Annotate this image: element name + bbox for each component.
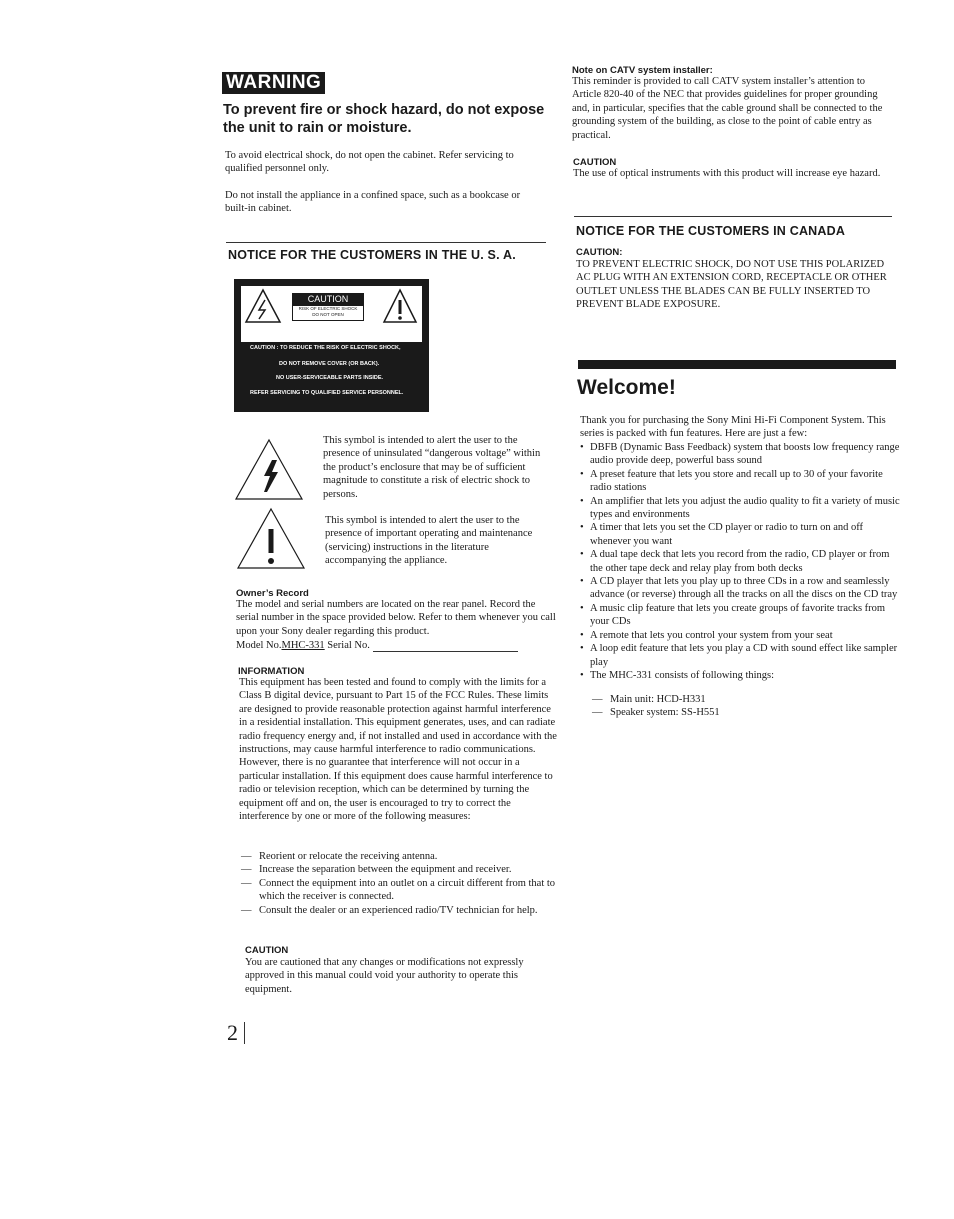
welcome-bar xyxy=(578,360,896,369)
list-item: — Increase the separation between the equipment and receiver. xyxy=(241,863,556,876)
caution-label-subtitle: RISK OF ELECTRIC SHOCK DO NOT OPEN xyxy=(292,305,364,321)
model-value: MHC-331 xyxy=(281,640,325,651)
list-item: • DBFB (Dynamic Bass Feedback) system that boosts low frequency range audio provide deep, powerful bass sound xyxy=(580,441,900,468)
catv-heading: Note on CATV system installer: xyxy=(572,65,713,76)
optical-caution-text: The use of optical instruments with this product will increase eye hazard. xyxy=(573,168,881,179)
list-item: • A dual tape deck that lets you record from the radio, CD player or from the other tape deck and relay play from both decks xyxy=(580,548,900,575)
attention-symbol-text: This symbol is intended to alert the user to the presence of important operating and maintenance (servicing) instructions in the literature accompanying the appliance. xyxy=(325,515,533,567)
list-item: • A CD player that lets you play up to three CDs in a row and seamlessly advance (or reverse) through all the tracks on all the discs on the CD tray xyxy=(580,575,900,602)
feature-list xyxy=(580,441,900,682)
caution-label-line-2: DO NOT REMOVE COVER (OR BACK). xyxy=(279,361,380,367)
component-list xyxy=(592,693,892,720)
list-item: • A preset feature that lets you store and recall up to 30 of your favorite radio stations xyxy=(580,468,900,495)
list-item: — Reorient or relocate the receiving antenna. xyxy=(241,850,556,863)
list-item: • A timer that lets you set the CD player or radio to turn on and off whenever you want xyxy=(580,521,900,548)
caution-bottom-text: You are cautioned that any changes or modifications not expressly approved in this manual could void your authority to operate this equipment. xyxy=(245,957,524,995)
usa-notice-heading: NOTICE FOR THE CUSTOMERS IN THE U. S. A. xyxy=(228,248,516,262)
canada-notice-text: TO PREVENT ELECTRIC SHOCK, DO NOT USE THIS POLARIZED AC PLUG WITH AN EXTENSION CORD, RECEPTACLE OR OTHER OUTLET UNLESS THE BLADES CAN BE FULLY INSERTED TO PREVENT BLADE EXPOSURE. xyxy=(576,259,887,311)
interference-measures-list xyxy=(241,850,556,917)
caution-label-line-1: CAUTION : TO REDUCE THE RISK OF ELECTRIC SHOCK, xyxy=(250,345,401,351)
list-item: • A music clip feature that lets you create groups of favorite tracks from your CDs xyxy=(580,602,900,629)
lightning-triangle-icon xyxy=(244,288,282,324)
voltage-symbol-text: This symbol is intended to alert the user to the presence of uninsulated “dangerous voltage” within the product’s enclosure that may be of sufficient magnitude to constitute a risk of electric shock to persons. xyxy=(323,435,541,500)
welcome-title: Welcome! xyxy=(577,376,676,399)
model-label: Model No. xyxy=(236,640,282,651)
list-item: • A loop edit feature that lets you play a CD with sound effect like sampler play xyxy=(580,642,900,669)
warning-badge: WARNING xyxy=(222,72,325,94)
serial-blank-line xyxy=(373,651,518,652)
optical-caution-heading: CAUTION xyxy=(573,157,617,168)
page-number: 2 xyxy=(227,1020,245,1046)
warning-paragraph-1: To avoid electrical shock, do not open the cabinet. Refer servicing to qualified personnel only. xyxy=(225,150,514,175)
caution-label-line-3: NO USER-SERVICEABLE PARTS INSIDE. xyxy=(276,375,384,381)
serial-label: Serial No. xyxy=(327,640,370,651)
caution-label-line-4: REFER SERVICING TO QUALIFIED SERVICE PERSONNEL. xyxy=(250,390,404,396)
owners-record-text: The model and serial numbers are located on the rear panel. Record the serial number in the space provided below. Refer to them whenever you call upon your Sony dealer regarding this product. xyxy=(236,599,556,637)
section-divider xyxy=(226,242,546,243)
list-item: — Main unit: HCD-H331 xyxy=(592,693,892,706)
model-serial-line xyxy=(236,639,556,652)
information-text: This equipment has been tested and found to comply with the limits for a Class B digital device, pursuant to Part 15 of the FCC Rules. These limits are designed to provide reasonable protection against harmful interference in a residential installation. This equipment generates, uses, and can radiate radio frequency energy and, if not installed and used in accordance with the instructions, may cause harmful interference to radio communications. However, there is no guarantee that interference will not occur in a particular installation. If this equipment does cause harmful interference to radio or television reception, which can be determined by turning the equipment off and on, the user is encouraged to try to correct the interference by one or more of the following measures: xyxy=(239,677,557,823)
list-item: — Consult the dealer or an experienced radio/TV technician for help. xyxy=(241,904,556,917)
list-item: • An amplifier that lets you adjust the audio quality to fit a variety of music types and environments xyxy=(580,495,900,522)
welcome-intro: Thank you for purchasing the Sony Mini Hi-Fi Component System. This series is packed with fun features. Here are just a few: xyxy=(580,415,886,440)
section-divider xyxy=(574,216,892,217)
canada-notice-heading: NOTICE FOR THE CUSTOMERS IN CANADA xyxy=(576,224,846,238)
caution-bottom-heading: CAUTION xyxy=(245,945,289,956)
list-item: • The MHC-331 consists of following things: xyxy=(580,669,900,682)
canada-caution-label: CAUTION: xyxy=(576,247,623,258)
owners-record-heading: Owner’s Record xyxy=(236,588,309,599)
list-item: — Connect the equipment into an outlet on a circuit different from that to which the receiver is connected. xyxy=(241,877,556,904)
catv-text: This reminder is provided to call CATV system installer’s attention to Article 820-40 of the NEC that provides guidelines for proper grounding and, in particular, specifies that the cable ground shall be connected to the grounding system of the building, as close to the point of cable entry as practical. xyxy=(572,76,883,141)
information-heading: INFORMATION xyxy=(238,666,305,677)
warning-heading: To prevent fire or shock hazard, do not expose the unit to rain or moisture. xyxy=(223,102,545,136)
caution-label-title: CAUTION xyxy=(292,293,364,305)
exclamation-triangle-icon xyxy=(382,288,418,324)
warning-paragraph-2: Do not install the appliance in a confined space, such as a bookcase or built-in cabinet. xyxy=(225,190,521,215)
list-item: — Speaker system: SS-H551 xyxy=(592,706,892,719)
attention-symbol-icon xyxy=(236,507,306,570)
list-item: • A remote that lets you control your system from your seat xyxy=(580,629,900,642)
dangerous-voltage-icon xyxy=(234,438,304,501)
